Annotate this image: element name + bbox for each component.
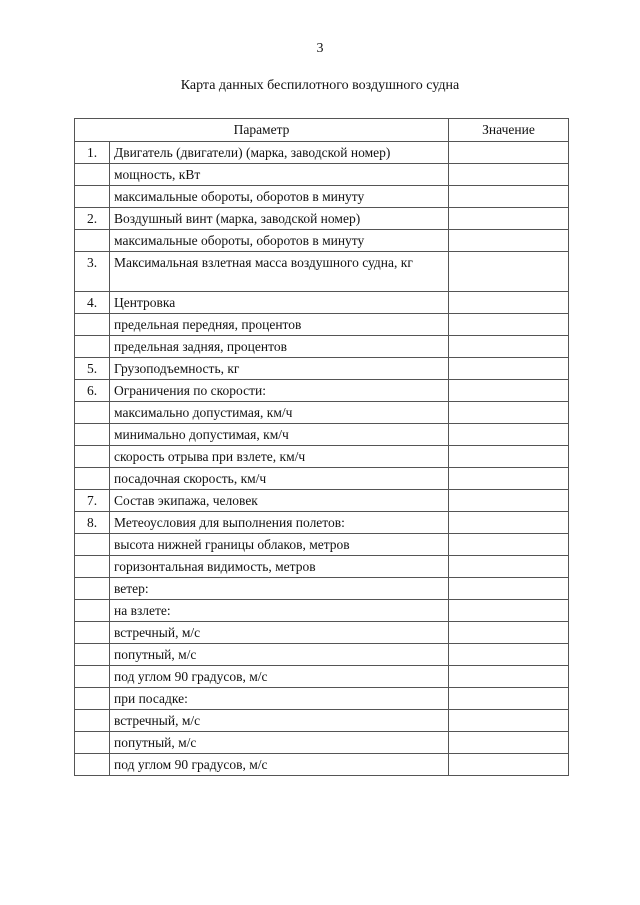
row-number xyxy=(75,314,110,336)
row-number: 4. xyxy=(75,292,110,314)
row-parameter: Ограничения по скорости: xyxy=(110,380,449,402)
row-value xyxy=(449,142,569,164)
table-row xyxy=(75,252,569,292)
row-value xyxy=(449,490,569,512)
row-value xyxy=(449,622,569,644)
row-parameter: Центровка xyxy=(110,292,449,314)
header-parameter: Параметр xyxy=(75,119,449,142)
table-row xyxy=(75,424,569,446)
row-value xyxy=(449,336,569,358)
row-value xyxy=(449,512,569,534)
table-row xyxy=(75,314,569,336)
row-value xyxy=(449,732,569,754)
row-parameter: попутный, м/с xyxy=(110,732,449,754)
row-parameter: мощность, кВт xyxy=(110,164,449,186)
table-row xyxy=(75,512,569,534)
table-row xyxy=(75,208,569,230)
table-row xyxy=(75,402,569,424)
row-value xyxy=(449,424,569,446)
row-parameter: встречный, м/с xyxy=(110,710,449,732)
row-parameter: минимально допустимая, км/ч xyxy=(110,424,449,446)
row-value xyxy=(449,164,569,186)
row-parameter: попутный, м/с xyxy=(110,644,449,666)
table-row xyxy=(75,688,569,710)
row-number xyxy=(75,754,110,776)
row-parameter: максимальные обороты, оборотов в минуту xyxy=(110,230,449,252)
row-value xyxy=(449,688,569,710)
table-row xyxy=(75,534,569,556)
table-row xyxy=(75,710,569,732)
row-parameter: предельная передняя, процентов xyxy=(110,314,449,336)
table-row xyxy=(75,446,569,468)
row-value xyxy=(449,402,569,424)
row-parameter: предельная задняя, процентов xyxy=(110,336,449,358)
table-row xyxy=(75,622,569,644)
row-number xyxy=(75,732,110,754)
row-parameter: Грузоподъемность, кг xyxy=(110,358,449,380)
row-number: 2. xyxy=(75,208,110,230)
row-parameter: при посадке: xyxy=(110,688,449,710)
row-parameter: максимальные обороты, оборотов в минуту xyxy=(110,186,449,208)
row-number xyxy=(75,644,110,666)
row-number xyxy=(75,446,110,468)
row-number: 6. xyxy=(75,380,110,402)
row-value xyxy=(449,578,569,600)
row-value xyxy=(449,208,569,230)
row-value xyxy=(449,534,569,556)
row-value xyxy=(449,446,569,468)
table-row xyxy=(75,644,569,666)
row-number xyxy=(75,688,110,710)
row-number xyxy=(75,710,110,732)
row-number xyxy=(75,230,110,252)
row-number xyxy=(75,186,110,208)
row-value xyxy=(449,754,569,776)
row-number xyxy=(75,336,110,358)
row-parameter: посадочная скорость, км/ч xyxy=(110,468,449,490)
uav-data-table xyxy=(74,118,569,776)
table-row xyxy=(75,230,569,252)
table-row xyxy=(75,336,569,358)
row-parameter: Состав экипажа, человек xyxy=(110,490,449,512)
header-value: Значение xyxy=(449,119,569,142)
row-value xyxy=(449,380,569,402)
table-row xyxy=(75,186,569,208)
row-parameter: Двигатель (двигатели) (марка, заводской номер) xyxy=(110,142,449,164)
row-value xyxy=(449,230,569,252)
row-value xyxy=(449,314,569,336)
row-value xyxy=(449,710,569,732)
table-row xyxy=(75,666,569,688)
table-row xyxy=(75,732,569,754)
document-title: Карта данных беспилотного воздушного судна xyxy=(180,78,460,93)
row-number: 3. xyxy=(75,252,110,292)
table-row xyxy=(75,142,569,164)
table-row xyxy=(75,468,569,490)
row-number xyxy=(75,164,110,186)
row-value xyxy=(449,358,569,380)
table-row xyxy=(75,490,569,512)
row-value xyxy=(449,644,569,666)
table-row xyxy=(75,556,569,578)
row-value xyxy=(449,556,569,578)
row-parameter: под углом 90 градусов, м/с xyxy=(110,666,449,688)
row-value xyxy=(449,666,569,688)
row-number xyxy=(75,600,110,622)
row-value xyxy=(449,292,569,314)
row-parameter: ветер: xyxy=(110,578,449,600)
row-parameter: Метеоусловия для выполнения полетов: xyxy=(110,512,449,534)
row-number xyxy=(75,534,110,556)
table-header-row xyxy=(75,119,569,142)
row-number: 7. xyxy=(75,490,110,512)
table-row xyxy=(75,292,569,314)
row-value xyxy=(449,252,569,292)
row-value xyxy=(449,186,569,208)
row-number xyxy=(75,666,110,688)
row-number: 1. xyxy=(75,142,110,164)
row-number xyxy=(75,578,110,600)
row-number: 8. xyxy=(75,512,110,534)
row-parameter: Максимальная взлетная масса воздушного судна, кг xyxy=(110,252,449,292)
row-number xyxy=(75,468,110,490)
table-body xyxy=(75,142,569,776)
row-number xyxy=(75,424,110,446)
row-number: 5. xyxy=(75,358,110,380)
table-row xyxy=(75,164,569,186)
row-parameter: горизонтальная видимость, метров xyxy=(110,556,449,578)
table-row xyxy=(75,600,569,622)
table-row xyxy=(75,358,569,380)
table-row xyxy=(75,578,569,600)
row-number xyxy=(75,556,110,578)
row-parameter: максимально допустимая, км/ч xyxy=(110,402,449,424)
row-parameter: скорость отрыва при взлете, км/ч xyxy=(110,446,449,468)
row-number xyxy=(75,402,110,424)
row-number xyxy=(75,622,110,644)
row-value xyxy=(449,600,569,622)
row-parameter: высота нижней границы облаков, метров xyxy=(110,534,449,556)
page-number: 3 xyxy=(316,41,324,56)
row-parameter: под углом 90 градусов, м/с xyxy=(110,754,449,776)
row-parameter: на взлете: xyxy=(110,600,449,622)
row-parameter: встречный, м/с xyxy=(110,622,449,644)
row-parameter: Воздушный винт (марка, заводской номер) xyxy=(110,208,449,230)
table-row xyxy=(75,754,569,776)
row-value xyxy=(449,468,569,490)
table-row xyxy=(75,380,569,402)
